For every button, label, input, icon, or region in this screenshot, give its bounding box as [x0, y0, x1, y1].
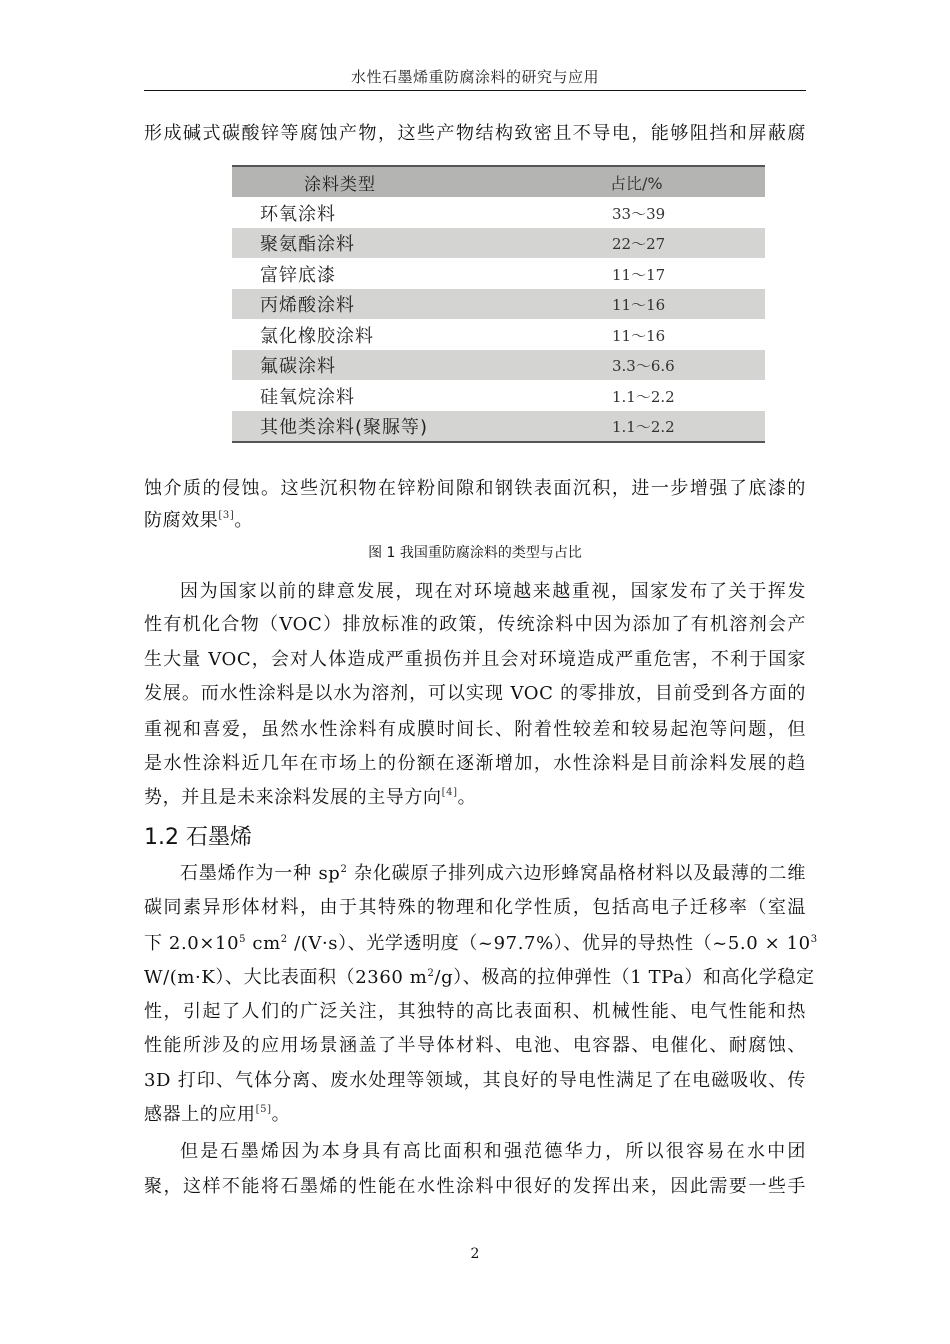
- header-rule: [144, 90, 806, 91]
- superscript: 2: [427, 968, 435, 979]
- paragraph-line: 聚，这样不能将石墨烯的性能在水性涂料中很好的发挥出来，因此需要一些手: [144, 1176, 806, 1197]
- paragraph-line: 重视和喜爱，虽然水性涂料有成膜时间长、附着性较差和较易起泡等问题，但: [144, 719, 806, 740]
- paragraph-line: 形成碱式碳酸锌等腐蚀产物，这些产物结构致密且不导电，能够阻挡和屏蔽腐: [144, 123, 806, 144]
- cell-type: 其他类涂料(聚脲等): [260, 417, 429, 438]
- cell-ratio: 11～17: [612, 265, 666, 284]
- coating-types-table: [232, 165, 765, 443]
- paragraph-line: 性，引起了人们的广泛关注，其独特的高比表面积、机械性能、电气性能和热: [144, 1001, 806, 1022]
- paragraph-line: 蚀介质的侵蚀。这些沉积物在锌粉间隙和钢铁表面沉积，进一步增强了底漆的: [144, 478, 806, 499]
- cell-type: 硅氧烷涂料: [260, 387, 355, 408]
- text-run: 下 2.0×10: [144, 933, 240, 954]
- cell-type: 丙烯酸涂料: [260, 295, 355, 316]
- section-heading: 1.2 石墨烯: [144, 825, 252, 850]
- citation-ref: [3]: [218, 510, 235, 521]
- table-header-type: 涂料类型: [304, 174, 376, 195]
- paragraph-line: 因为国家以前的肆意发展，现在对环境越来越重视，国家发布了关于挥发: [180, 581, 806, 602]
- cell-type: 氟碳涂料: [260, 356, 336, 377]
- citation-ref: [4]: [441, 787, 458, 798]
- figure-caption: 图 1 我国重防腐涂料的类型与占比: [368, 545, 582, 561]
- cell-ratio: 3.3～6.6: [612, 356, 675, 375]
- text-run: 防腐效果: [144, 510, 219, 531]
- table-row: [232, 198, 765, 228]
- text-run: /(V·s）、光学透明度（~97.7%）、优异的导热性（~5.0 × 10: [287, 933, 811, 954]
- table-row: [232, 381, 765, 411]
- superscript: 2: [280, 934, 288, 945]
- table-row: [232, 228, 765, 258]
- cell-ratio: 33～39: [612, 204, 666, 223]
- table-row: [232, 350, 765, 380]
- paragraph-line: 性能所涉及的应用场景涵盖了半导体材料、电池、电容器、电催化、耐腐蚀、: [144, 1035, 806, 1056]
- text-run: 。: [457, 787, 477, 808]
- superscript: 5: [239, 934, 247, 945]
- text-run: cm: [246, 933, 281, 954]
- table-row: [232, 320, 765, 350]
- text-run: 。: [234, 510, 253, 531]
- superscript: 2: [340, 864, 348, 875]
- paragraph-line: [144, 509, 806, 536]
- paragraph-line: [144, 1103, 806, 1130]
- table-row: [232, 411, 765, 441]
- text-run: 感器上的应用: [144, 1104, 256, 1125]
- table-header-ratio: 占比/%: [610, 173, 663, 193]
- table-row: [232, 259, 765, 289]
- cell-ratio: 11～16: [612, 295, 666, 314]
- paragraph-line: 3D 打印、气体分离、废水处理等领域，其良好的导电性满足了在电磁吸收、传: [144, 1070, 806, 1091]
- text-run: 势，并且是未来涂料发展的主导方向: [144, 787, 442, 808]
- citation-ref: [5]: [255, 1104, 272, 1115]
- paragraph-line: 性有机化合物（VOC）排放标准的政策，传统涂料中因为添加了有机溶剂会产: [144, 614, 806, 635]
- page-number: 2: [470, 1246, 480, 1262]
- text-run: 。: [271, 1104, 291, 1125]
- text-run: 杂化碳原子排列成六边形蜂窝晶格材料以及最薄的二维: [347, 863, 806, 884]
- paragraph-line: [144, 786, 806, 813]
- table-bottom-rule: [232, 441, 765, 443]
- cell-ratio: 11～16: [612, 326, 666, 345]
- cell-type: 富锌底漆: [260, 265, 336, 286]
- paragraph-line: 但是石墨烯因为本身具有高比面积和强范德华力，所以很容易在水中团: [180, 1141, 806, 1162]
- paragraph-line: [144, 966, 815, 990]
- cell-ratio: 1.1～2.2: [612, 387, 675, 406]
- text-run: W/(m·K）、大比表面积（2360 m: [144, 967, 428, 988]
- cell-ratio: 1.1～2.2: [612, 417, 675, 436]
- cell-type: 聚氨酯涂料: [260, 234, 355, 255]
- cell-type: 氯化橡胶涂料: [260, 326, 374, 347]
- cell-type: 环氧涂料: [260, 204, 336, 225]
- paragraph-line: 生大量 VOC，会对人体造成严重损伤并且会对环境造成严重危害，不利于国家: [144, 649, 806, 670]
- paragraph-line: 碳同素异形体材料，由于其特殊的物理和化学性质，包括高电子迁移率（室温: [144, 897, 806, 918]
- paragraph-line: [144, 862, 806, 886]
- running-header: 水性石墨烯重防腐涂料的研究与应用: [350, 68, 599, 86]
- superscript: 3: [810, 934, 818, 945]
- text-run: 石墨烯作为一种 sp: [180, 863, 341, 884]
- paragraph-line: 是水性涂料近几年在市场上的份额在逐渐增加，水性涂料是目前涂料发展的趋: [144, 753, 806, 774]
- text-run: /g）、极高的拉伸弹性（1 TPa）和高化学稳定: [434, 967, 815, 988]
- paragraph-line: [144, 932, 818, 956]
- table-header-row: [232, 167, 765, 197]
- table-row: [232, 289, 765, 319]
- cell-ratio: 22～27: [612, 234, 666, 253]
- paragraph-line: 发展。而水性涂料是以水为溶剂，可以实现 VOC 的零排放，目前受到各方面的: [144, 683, 806, 704]
